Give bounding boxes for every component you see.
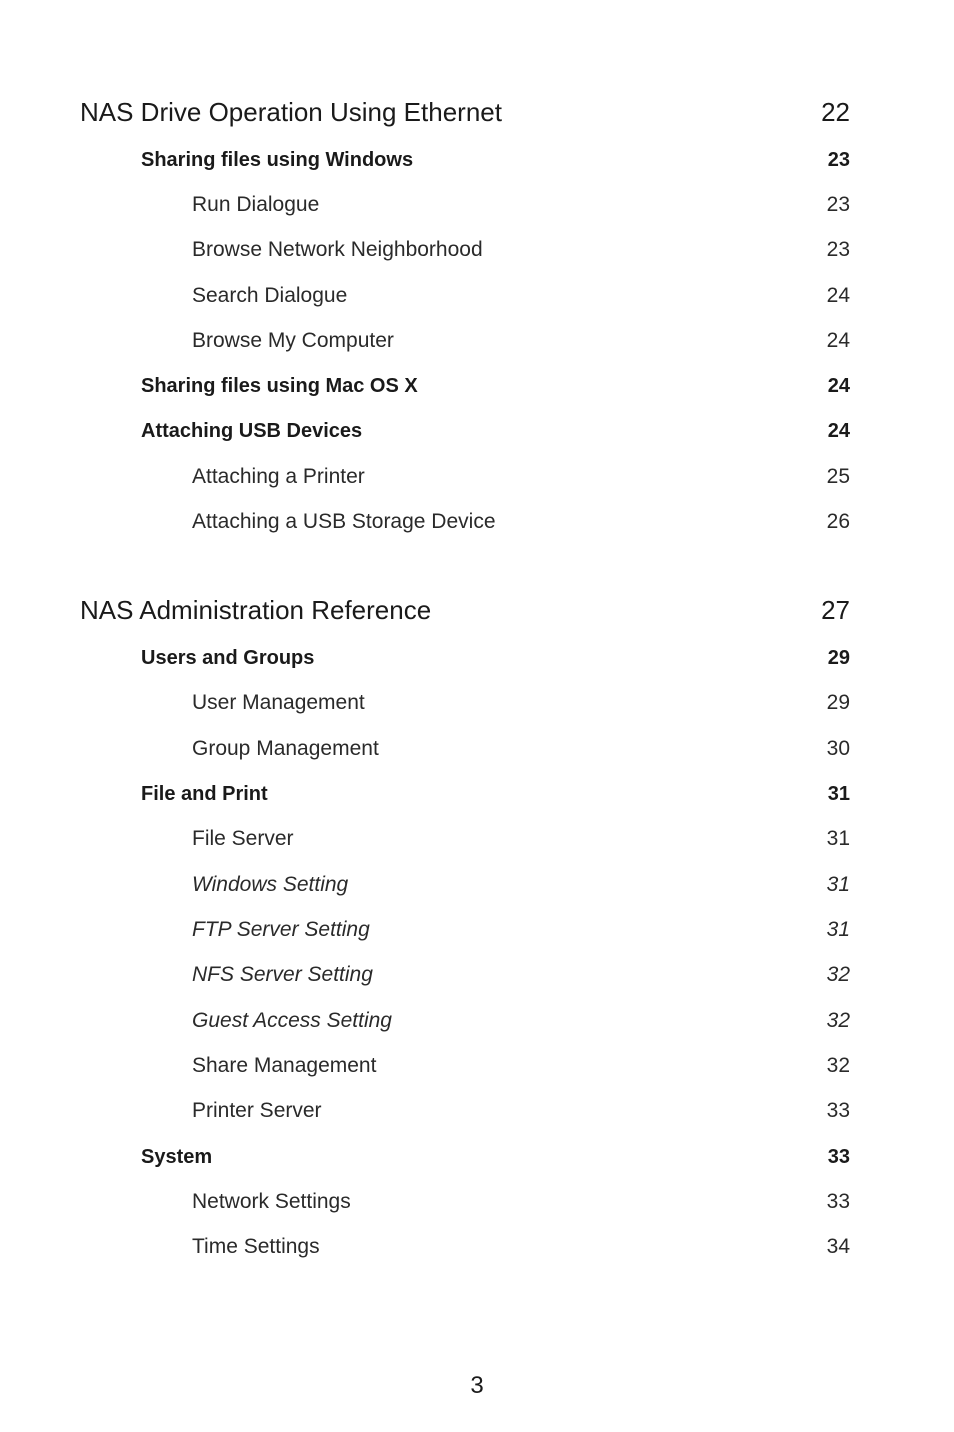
toc-section-page: 27 [821, 595, 850, 625]
toc-topic-entry[interactable] [0, 1091, 954, 1131]
toc-entry-page: 31 [827, 783, 850, 805]
toc-entry-page: 30 [826, 737, 850, 760]
toc-entry-title: Users and Groups [141, 647, 315, 669]
toc-subsection-entry[interactable] [0, 1137, 954, 1177]
toc-entry-title: Attaching a USB Storage Device [192, 510, 496, 533]
toc-section-heading[interactable] [0, 590, 954, 630]
toc-entry-page: 24 [826, 284, 850, 307]
toc-topic-entry[interactable] [0, 321, 954, 361]
toc-entry-title: File Server [192, 827, 294, 850]
toc-topic-entry[interactable] [0, 683, 954, 723]
toc-entry-title: File and Print [141, 783, 268, 805]
toc-entry-page: 33 [826, 1190, 850, 1213]
toc-entry-page: 32 [826, 1054, 850, 1077]
toc-section-page: 22 [821, 97, 850, 127]
toc-topic-entry[interactable] [0, 729, 954, 769]
toc-entry-title: Network Settings [192, 1190, 351, 1213]
toc-entry-title: Printer Server [192, 1099, 322, 1122]
toc-subsection-entry[interactable] [0, 774, 954, 814]
toc-entry-page: 24 [826, 329, 850, 352]
toc-entry-page: 23 [826, 238, 850, 261]
toc-entry-title: Time Settings [192, 1235, 320, 1258]
toc-entry-page: 33 [826, 1099, 850, 1122]
toc-entry-title: Sharing files using Mac OS X [141, 375, 418, 397]
toc-entry-title: Attaching a Printer [192, 465, 365, 488]
toc-setting-entry[interactable] [0, 955, 954, 995]
toc-entry-title: Browse My Computer [192, 329, 394, 352]
toc-topic-entry[interactable] [0, 457, 954, 497]
toc-topic-entry[interactable] [0, 1182, 954, 1222]
toc-topic-entry[interactable] [0, 1046, 954, 1086]
toc-setting-entry[interactable] [0, 865, 954, 905]
toc-subsection-entry[interactable] [0, 140, 954, 180]
toc-subsection-entry[interactable] [0, 366, 954, 406]
toc-setting-entry[interactable] [0, 910, 954, 950]
toc-entry-title: User Management [192, 691, 365, 714]
toc-topic-entry[interactable] [0, 819, 954, 859]
toc-entry-page: 34 [826, 1235, 850, 1258]
toc-entry-title: Windows Setting [192, 873, 349, 896]
toc-entry-page: 32 [826, 963, 850, 986]
toc-topic-entry[interactable] [0, 230, 954, 270]
toc-entry-title: Group Management [192, 737, 379, 760]
toc-entry-page: 32 [826, 1009, 850, 1032]
toc-entry-page: 29 [826, 691, 850, 714]
toc-subsection-entry[interactable] [0, 411, 954, 451]
toc-entry-page: 26 [826, 510, 850, 533]
toc-entry-title: FTP Server Setting [192, 918, 370, 941]
toc-entry-page: 31 [826, 918, 850, 941]
toc-entry-page: 24 [827, 375, 850, 397]
toc-entry-page: 23 [826, 193, 850, 216]
toc-section-title: NAS Administration Reference [80, 595, 432, 625]
toc-entry-page: 25 [826, 465, 850, 488]
toc-section-heading[interactable] [0, 92, 954, 132]
toc-topic-entry[interactable] [0, 276, 954, 316]
toc-entry-title: Sharing files using Windows [141, 149, 414, 171]
toc-subsection-entry[interactable] [0, 638, 954, 678]
toc-entry-page: 29 [827, 647, 850, 669]
toc-entry-title: System [141, 1146, 213, 1168]
toc-entry-page: 24 [827, 420, 850, 442]
page-number: 3 [470, 1372, 484, 1399]
toc-entry-title: Share Management [192, 1054, 377, 1077]
toc-entry-title: Run Dialogue [192, 193, 320, 216]
toc-entry-page: 31 [826, 827, 850, 850]
toc-entry-title: NFS Server Setting [192, 963, 373, 986]
toc-section-title: NAS Drive Operation Using Ethernet [80, 97, 502, 127]
toc-topic-entry[interactable] [0, 1227, 954, 1267]
toc-entry-page: 31 [826, 873, 850, 896]
toc-entry-title: Browse Network Neighborhood [192, 238, 483, 261]
toc-topic-entry[interactable] [0, 502, 954, 542]
toc-setting-entry[interactable] [0, 1001, 954, 1041]
toc-entry-page: 33 [827, 1146, 850, 1168]
toc-entry-title: Search Dialogue [192, 284, 348, 307]
toc-entry-title: Guest Access Setting [192, 1009, 392, 1032]
toc-topic-entry[interactable] [0, 185, 954, 225]
toc-entry-page: 23 [827, 149, 850, 171]
toc-entry-title: Attaching USB Devices [141, 420, 363, 442]
